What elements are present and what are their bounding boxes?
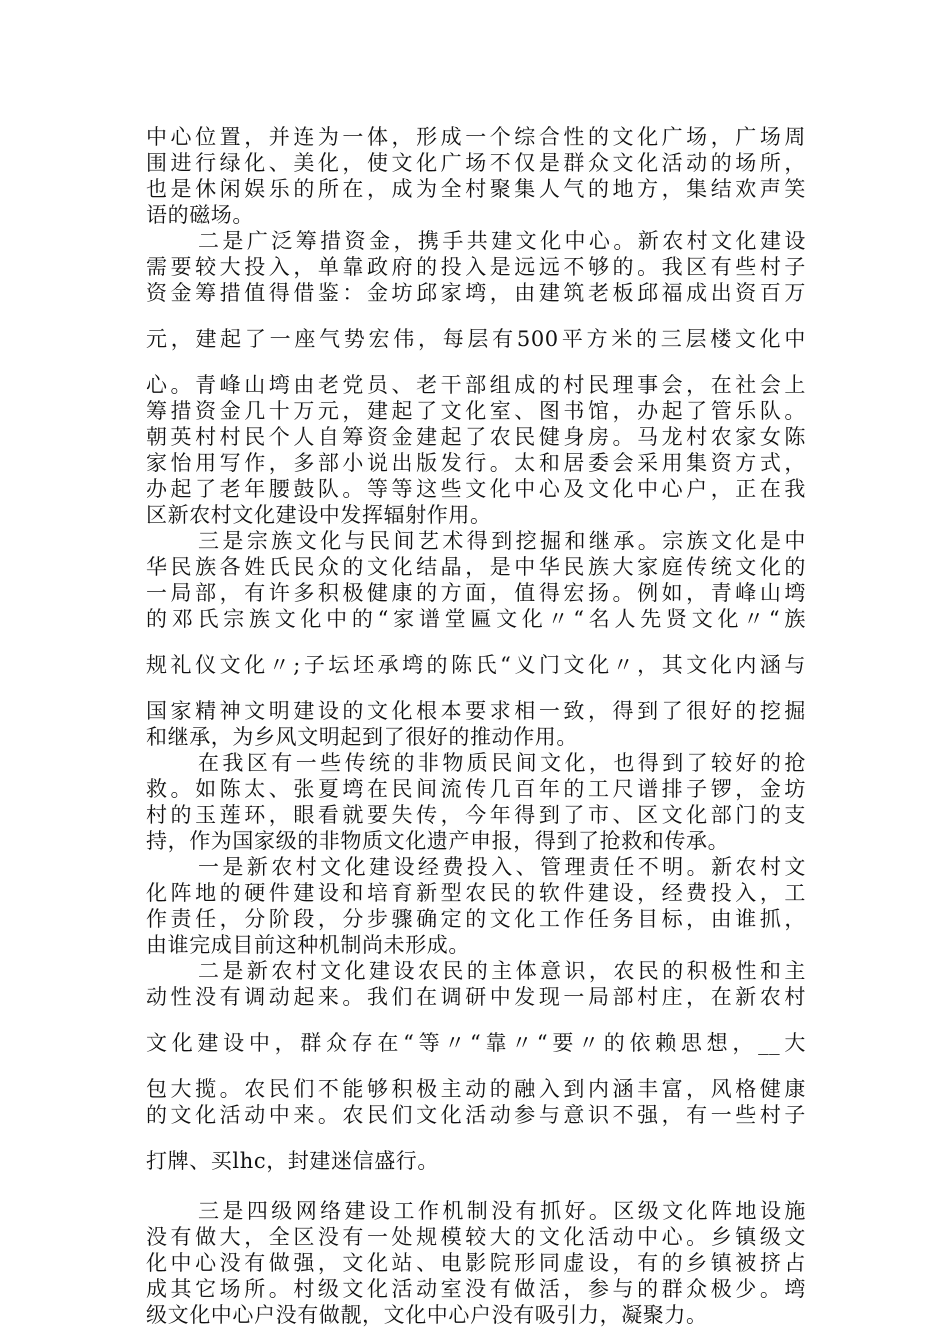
paragraph-start-line: 三是四级网络建设工作机制没有抓好。区级文化阵地设施	[198, 1199, 806, 1223]
text-line: 需要较大投入，单靠政府的投入是远远不够的。我区有些村子	[146, 255, 806, 279]
paragraph-start-line: 一是新农村文化建设经费投入、管理责任不明。新农村文	[198, 855, 806, 879]
text-line: 成其它场所。村级文化活动室没有做活，参与的群众极少。塆	[146, 1277, 806, 1301]
text-line: 作责任，分阶段，分步骤确定的文化工作任务目标，由谁抓，	[146, 907, 806, 931]
text-line: 中心位置，并连为一体，形成一个综合性的文化广场，广场周	[146, 125, 806, 149]
paragraph-start-line: 二是新农村文化建设农民的主体意识，农民的积极性和主	[198, 959, 806, 983]
text-line: 朝英村村民个人自筹资金建起了农民健身房。马龙村农家女陈	[146, 425, 806, 449]
text-line: 打牌、买lhc，封建迷信盛行。	[146, 1149, 440, 1173]
text-line: 区新农村文化建设中发挥辐射作用。	[146, 503, 492, 527]
document-body	[146, 124, 806, 1328]
text-line: 资金筹措值得借鉴：金坊邱家塆，由建筑老板邱福成出资百万	[146, 281, 806, 305]
text-line: 持，作为国家级的非物质文化遗产申报，得到了抢救和传承。	[146, 829, 730, 853]
text-line: 化阵地的硬件建设和培育新型农民的软件建设，经费投入，工	[146, 881, 806, 905]
text-line: 也是休闲娱乐的所在，成为全村聚集人气的地方，集结欢声笑	[146, 177, 806, 201]
text-line: 心。青峰山塆由老党员、老干部组成的村民理事会，在社会上	[146, 373, 806, 397]
text-line: 家怡用写作，多部小说出版发行。太和居委会采用集资方式，	[146, 451, 806, 475]
text-line: 村的玉莲环，眼看就要失传，今年得到了市、区文化部门的支	[146, 803, 806, 827]
text-line: 语的磁场。	[146, 203, 254, 227]
text-line: 一局部，有许多积极健康的方面，值得宏扬。例如，青峰山塆	[146, 581, 806, 605]
text-line: 办起了老年腰鼓队。等等这些文化中心及文化中心户，正在我	[146, 477, 806, 501]
text-line: 围进行绿化、美化，使文化广场不仅是群众文化活动的场所，	[146, 151, 806, 175]
paragraph-start-line: 三是宗族文化与民间艺术得到挖掘和继承。宗族文化是中	[198, 529, 806, 553]
text-line: 国家精神文明建设的文化根本要求相一致，得到了很好的挖掘	[146, 699, 806, 723]
text-line: 华民族各姓氏民众的文化结晶，是中华民族大家庭传统文化的	[146, 555, 806, 579]
text-line: 由谁完成目前这种机制尚未形成。	[146, 933, 470, 957]
text-line: 规礼仪文化〃;子坛坯承塆的陈氏“义门文化〃，其文化内涵与	[146, 653, 806, 677]
text-line: 没有做大，全区没有一处规模较大的文化活动中心。乡镇级文	[146, 1225, 806, 1249]
text-line: 文化建设中，群众存在“等〃“靠〃“要〃的依赖思想，__大	[146, 1031, 806, 1055]
text-line: 和继承，为乡风文明起到了很好的推动作用。	[146, 725, 578, 749]
text-line: 的文化活动中来。农民们文化活动参与意识不强，有一些村子	[146, 1103, 806, 1127]
text-line: 的邓氏宗族文化中的“家谱堂匾文化〃“名人先贤文化〃“族	[146, 607, 806, 631]
text-line: 动性没有调动起来。我们在调研中发现一局部村庄，在新农村	[146, 985, 806, 1009]
paragraph-start-line: 在我区有一些传统的非物质民间文化，也得到了较好的抢	[198, 751, 806, 775]
text-line: 包大揽。农民们不能够积极主动的融入到内涵丰富，风格健康	[146, 1077, 806, 1101]
text-line: 元，建起了一座气势宏伟，每层有500平方米的三层楼文化中	[146, 327, 806, 351]
text-line: 级文化中心户没有做靓，文化中心户没有吸引力，凝聚力。	[146, 1303, 708, 1327]
text-line: 救。如陈太、张夏塆在民间流传几百年的工尺谱排子锣，金坊	[146, 777, 806, 801]
text-line: 化中心没有做强，文化站、电影院形同虚设，有的乡镇被挤占	[146, 1251, 806, 1275]
paragraph-start-line: 二是广泛筹措资金，携手共建文化中心。新农村文化建设	[198, 229, 806, 253]
text-line: 筹措资金几十万元，建起了文化室、图书馆，办起了管乐队。	[146, 399, 806, 423]
